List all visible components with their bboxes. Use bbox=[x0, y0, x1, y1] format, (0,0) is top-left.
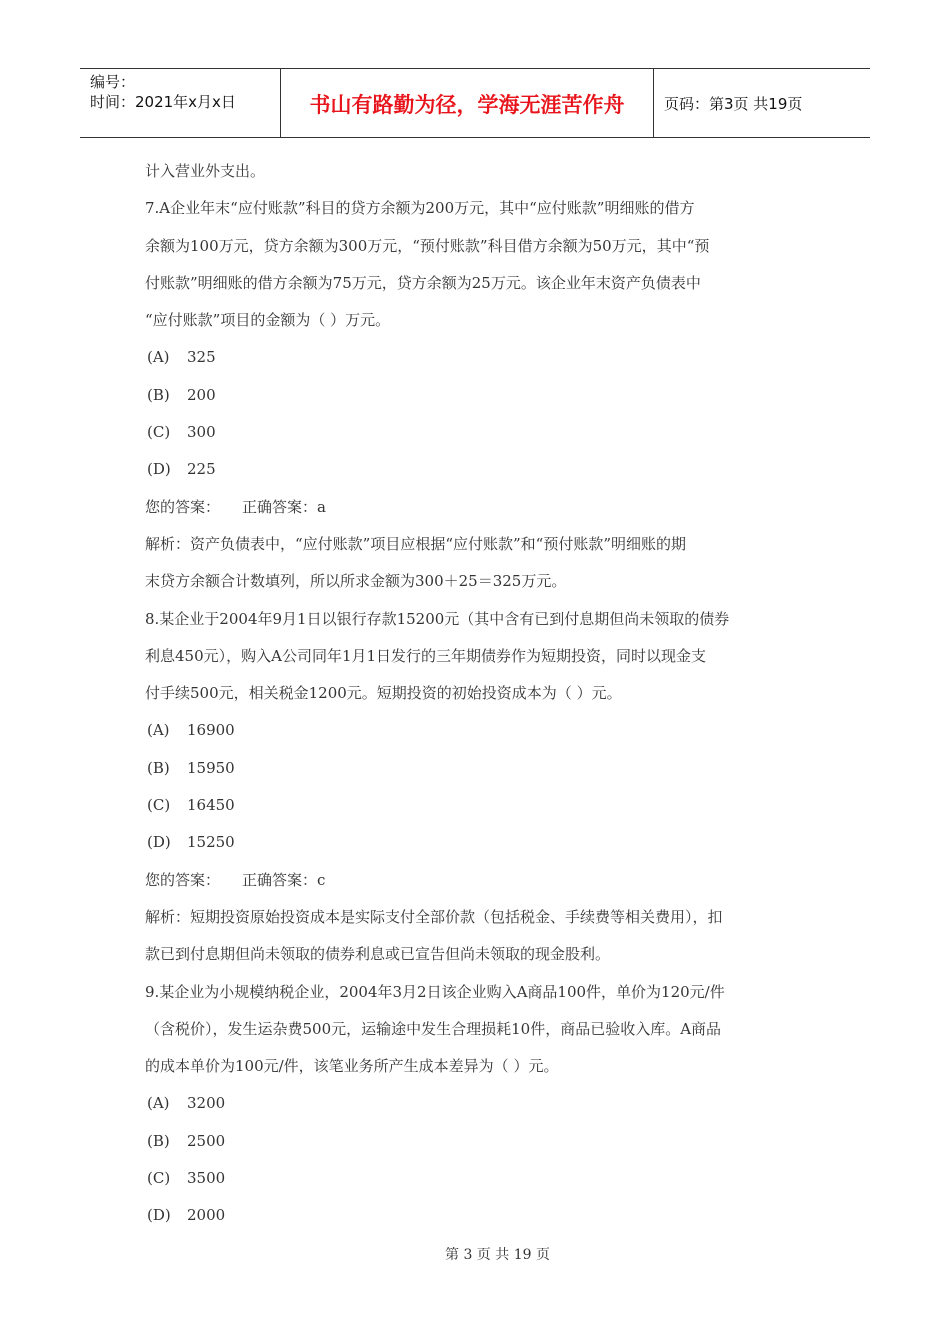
analysis-line: 末贷方余额合计数填列，所以所求金额为300＋25＝325万元。 bbox=[145, 572, 567, 591]
option-label: (A) bbox=[147, 348, 170, 367]
option-label: (D) bbox=[147, 460, 171, 479]
question-text-line: 付手续500元，相关税金1200元。短期投资的初始投资成本为（ ）元。 bbox=[145, 684, 622, 703]
question-8 bbox=[145, 601, 810, 974]
option-value: 200 bbox=[187, 385, 216, 404]
header-page-number: 页码：第3页 共19页 bbox=[664, 94, 803, 113]
option-value: 15950 bbox=[187, 758, 235, 777]
header-motto: 书山有路勤为径，学海无涯苦作舟 bbox=[281, 69, 654, 137]
option-label: (B) bbox=[147, 385, 170, 404]
option-d bbox=[145, 1197, 810, 1234]
option-label: (D) bbox=[147, 1206, 171, 1225]
option-c bbox=[145, 787, 810, 824]
correct-answer: 正确答案：c bbox=[242, 870, 326, 889]
option-value: 225 bbox=[187, 460, 216, 479]
option-label: (C) bbox=[147, 1169, 171, 1188]
option-value: 2000 bbox=[187, 1206, 226, 1225]
option-value: 2500 bbox=[187, 1131, 226, 1150]
question-text-line: 8.某企业于2004年9月1日以银行存款15200元（其中含有已到付息期但尚未领取的债券 bbox=[145, 609, 730, 628]
option-c bbox=[145, 1160, 810, 1197]
option-value: 325 bbox=[187, 348, 216, 367]
your-answer-label: 您的答案： bbox=[145, 497, 221, 516]
option-label: (C) bbox=[147, 796, 171, 815]
question-7 bbox=[145, 190, 810, 600]
header-meta bbox=[80, 69, 281, 137]
option-a bbox=[145, 339, 810, 376]
document-body bbox=[145, 153, 810, 1235]
question-text-line: 9.某企业为小规模纳税企业，2004年3月2日该企业购入A商品100件，单价为120元/件 bbox=[145, 982, 725, 1001]
question-text-line: 的成本单价为100元/件，该笔业务所产生成本差异为（ ）元。 bbox=[145, 1057, 559, 1076]
option-d bbox=[145, 451, 810, 488]
page-header bbox=[80, 68, 870, 138]
option-value: 300 bbox=[187, 423, 216, 442]
option-value: 15250 bbox=[187, 833, 235, 852]
intro-tail: 计入营业外支出。 bbox=[145, 162, 266, 180]
option-b bbox=[145, 750, 810, 787]
option-label: (C) bbox=[147, 423, 171, 442]
option-c bbox=[145, 414, 810, 451]
question-text-line: 7.A企业年末“应付账款”科目的贷方余额为200万元，其中“应付账款”明细账的借方 bbox=[145, 199, 695, 218]
question-text-line: （含税价），发生运杂费500元，运输途中发生合理损耗10件，商品已验收入库。A商品 bbox=[145, 1019, 722, 1038]
question-text-line: “应付账款”项目的金额为（ ）万元。 bbox=[145, 311, 391, 330]
option-a bbox=[145, 1085, 810, 1122]
question-9 bbox=[145, 974, 810, 1235]
option-d bbox=[145, 824, 810, 861]
answer-line bbox=[145, 489, 810, 526]
option-value: 3200 bbox=[187, 1094, 226, 1113]
option-b bbox=[145, 1123, 810, 1160]
option-value: 16450 bbox=[187, 796, 235, 815]
question-text-line: 利息450元），购入A公司同年1月1日发行的三年期债券作为短期投资，同时以现金支 bbox=[145, 646, 707, 665]
serial-label: 编号： bbox=[90, 73, 136, 91]
question-text-line: 余额为100万元，贷方余额为300万元，“预付账款”科目借方余额为50万元，其中“预 bbox=[145, 236, 710, 255]
question-text-line: 付账款”明细账的借方余额为75万元，贷方余额为25万元。该企业年末资产负债表中 bbox=[145, 273, 701, 292]
analysis-line: 解析：短期投资原始投资成本是实际支付全部价款（包括税金、手续费等相关费用），扣 bbox=[145, 907, 723, 926]
time-label: 时间：2021年x月x日 bbox=[90, 93, 236, 111]
page-footer: 第 3 页 共 19 页 bbox=[445, 1247, 550, 1263]
correct-answer: 正确答案：a bbox=[242, 497, 326, 516]
your-answer-label: 您的答案： bbox=[145, 870, 221, 889]
option-label: (D) bbox=[147, 833, 171, 852]
analysis-line: 款已到付息期但尚未领取的债券利息或已宣告但尚未领取的现金股利。 bbox=[145, 945, 611, 964]
option-label: (B) bbox=[147, 758, 170, 777]
option-b bbox=[145, 377, 810, 414]
option-label: (B) bbox=[147, 1131, 170, 1150]
option-label: (A) bbox=[147, 1094, 170, 1113]
option-value: 3500 bbox=[187, 1169, 226, 1188]
option-label: (A) bbox=[147, 721, 170, 740]
analysis-line: 解析：资产负债表中，“应付账款”项目应根据“应付账款”和“预付账款”明细账的期 bbox=[145, 534, 687, 553]
option-a bbox=[145, 712, 810, 749]
answer-line bbox=[145, 862, 810, 899]
option-value: 16900 bbox=[187, 721, 235, 740]
